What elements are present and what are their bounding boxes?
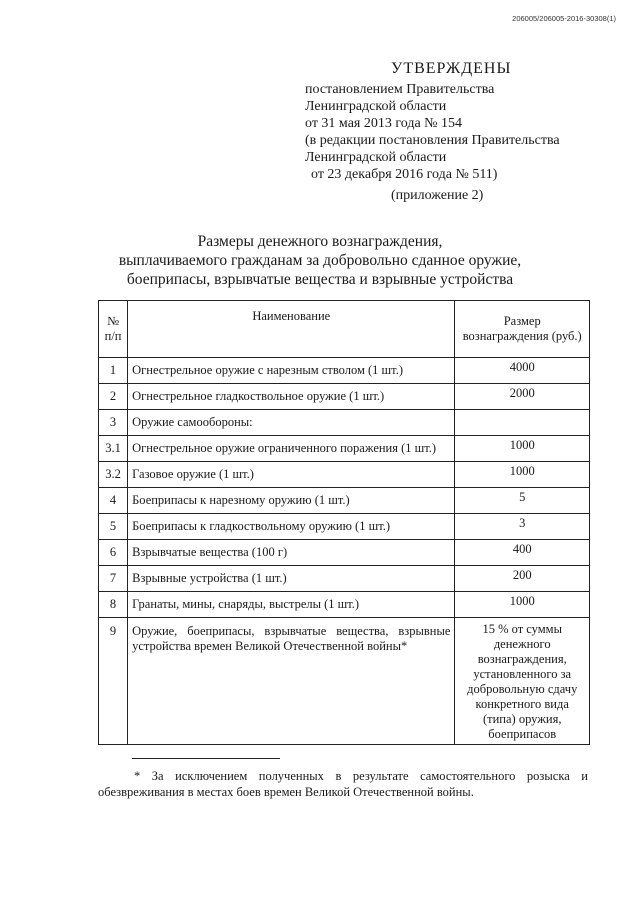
approval-line: (в редакции постановления Правительства	[305, 133, 560, 148]
footnote-divider	[132, 758, 280, 759]
approval-line: Ленинградской области	[305, 150, 447, 165]
row-amount: 1000	[455, 462, 590, 488]
row-name: Газовое оружие (1 шт.)	[128, 462, 455, 488]
appendix-label: (приложение 2)	[391, 188, 484, 203]
approval-line: от 23 декабря 2016 года № 511)	[311, 167, 498, 182]
approval-block	[305, 60, 625, 204]
approval-line: постановлением Правительства	[305, 82, 495, 97]
row-amount: 200	[455, 566, 590, 592]
table-row	[99, 566, 590, 592]
row-number: 8	[99, 592, 128, 618]
table-row	[99, 618, 590, 745]
table-row	[99, 358, 590, 384]
title-line: Размеры денежного вознаграждения,	[197, 233, 443, 250]
row-number: 9	[99, 618, 128, 745]
row-name: Оружие самообороны:	[128, 410, 455, 436]
row-number: 2	[99, 384, 128, 410]
row-amount: 400	[455, 540, 590, 566]
approval-heading: УТВЕРЖДЕНЫ	[391, 60, 512, 77]
row-number: 5	[99, 514, 128, 540]
row-number: 4	[99, 488, 128, 514]
row-number: 3.1	[99, 436, 128, 462]
table-row	[99, 540, 590, 566]
row-amount: 5	[455, 488, 590, 514]
header-number: № п/п	[99, 301, 128, 358]
row-number: 7	[99, 566, 128, 592]
header-amount: Размер вознаграждения (руб.)	[455, 301, 590, 358]
title-line: боеприпасы, взрывчатые вещества и взрывные устройства	[126, 271, 514, 288]
row-name: Взрывные устройства (1 шт.)	[128, 566, 455, 592]
row-name: Боеприпасы к гладкоствольному оружию (1 шт.)	[128, 514, 455, 540]
row-number: 3	[99, 410, 128, 436]
row-amount: 1000	[455, 436, 590, 462]
row-amount: 1000	[455, 592, 590, 618]
row-name: Гранаты, мины, снаряды, выстрелы (1 шт.)	[128, 592, 455, 618]
table-row	[99, 410, 590, 436]
footnote: * За исключением полученных в результате самостоятельного розыска и обезвреживания в местах боев времен Великой Отечественной войны.	[98, 769, 588, 799]
row-amount: 3	[455, 514, 590, 540]
document-code: 206005/206005-2016-30308(1)	[512, 14, 616, 23]
table-row	[99, 488, 590, 514]
row-amount: 15 % от суммы денежного вознаграждения, установленного за добровольную сдачу конкретного вида (типа) оружия, боеприпасов	[455, 618, 590, 745]
table-header-row	[99, 301, 590, 358]
row-amount: 4000	[455, 358, 590, 384]
row-amount: 2000	[455, 384, 590, 410]
row-name: Огнестрельное оружие с нарезным стволом (1 шт.)	[128, 358, 455, 384]
table-row	[99, 384, 590, 410]
row-amount	[455, 410, 590, 436]
table-row	[99, 462, 590, 488]
document-title	[90, 232, 550, 289]
approval-line: от 31 мая 2013 года № 154	[305, 116, 463, 131]
row-name: Огнестрельное оружие ограниченного поражения (1 шт.)	[128, 436, 455, 462]
row-name: Взрывчатые вещества (100 г)	[128, 540, 455, 566]
row-number: 1	[99, 358, 128, 384]
row-number: 6	[99, 540, 128, 566]
row-name: Боеприпасы к нарезному оружию (1 шт.)	[128, 488, 455, 514]
row-number: 3.2	[99, 462, 128, 488]
table-row	[99, 514, 590, 540]
title-line: выплачиваемого гражданам за добровольно сданное оружие,	[118, 252, 522, 269]
row-name: Огнестрельное гладкоствольное оружие (1 шт.)	[128, 384, 455, 410]
header-name: Наименование	[128, 301, 455, 358]
rewards-table	[98, 300, 590, 745]
approval-line: Ленинградской области	[305, 99, 447, 114]
row-name: Оружие, боеприпасы, взрывчатые вещества, взрывные устройства времен Великой Отечественной войны*	[128, 618, 455, 745]
table-row	[99, 436, 590, 462]
table-row	[99, 592, 590, 618]
